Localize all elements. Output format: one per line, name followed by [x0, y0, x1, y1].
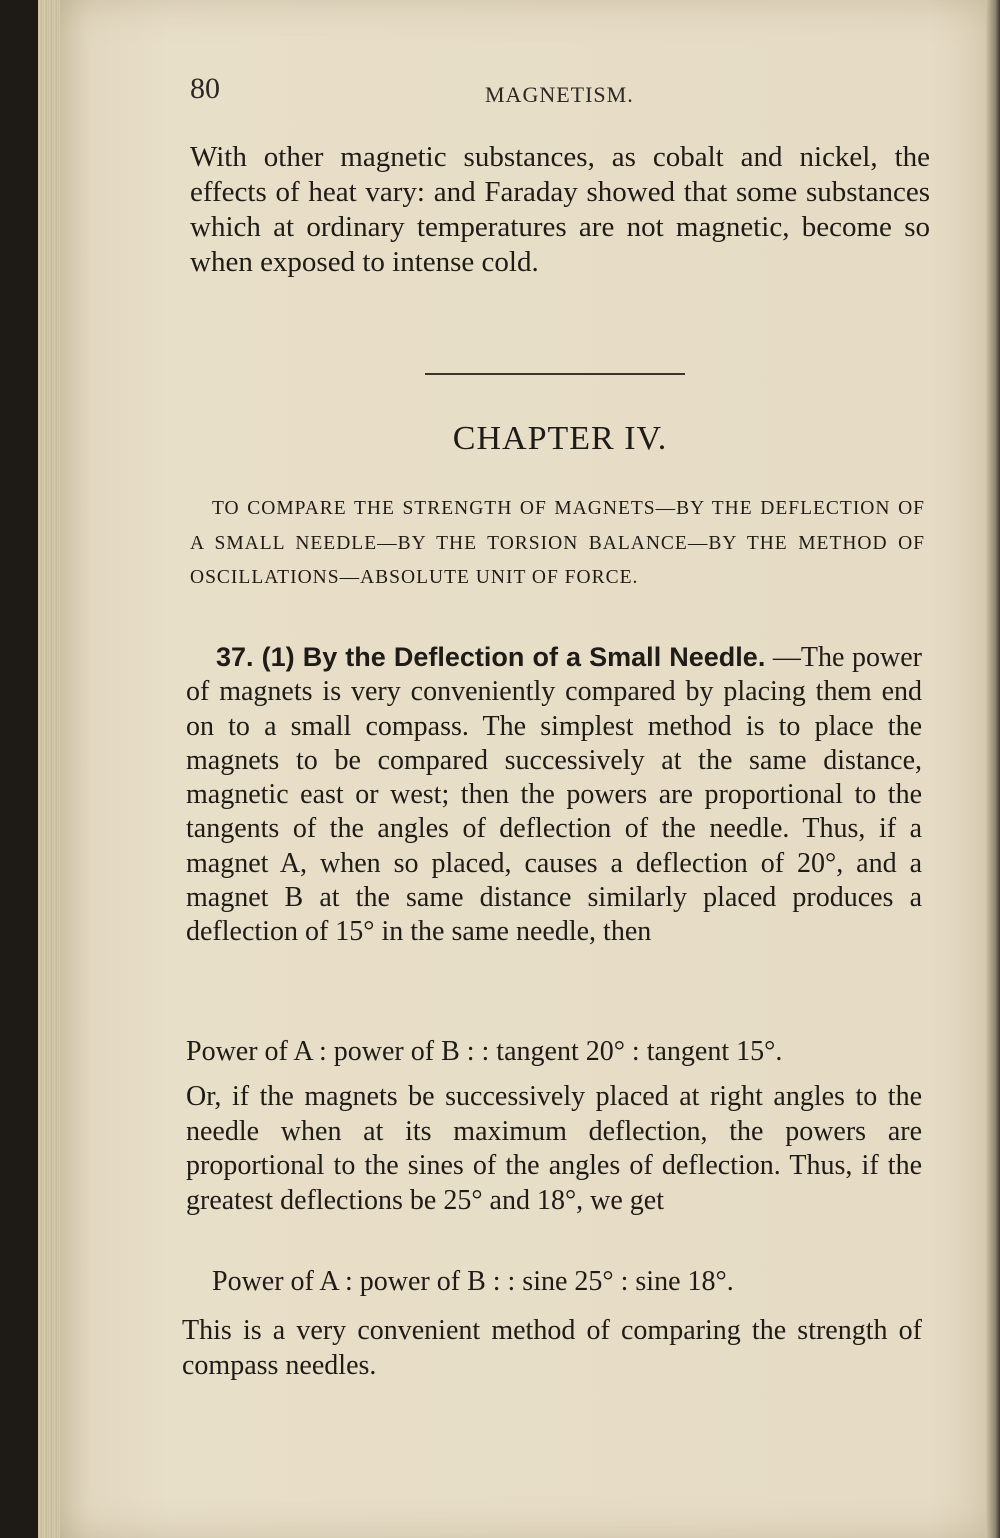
section-37-heading: 37. (1) By the Deflection of a Small Needle. — [216, 642, 766, 672]
chapter-summary — [190, 492, 925, 596]
page-number: 80 — [190, 72, 220, 105]
sine-formula: Power of A : power of B : : sine 25° : sine 18°. — [212, 1266, 734, 1297]
sine-method-paragraph: Or, if the magnets be successively placed at right angles to the needle when at its maximum deflection, the powers are proportional to the sines of the angles of deflection. Thus, if the greatest deflections be 25° and 18°, we get — [186, 1081, 922, 1216]
page-right-edge — [986, 0, 1000, 1538]
chapter-summary-text: TO COMPARE THE STRENGTH OF MAGNETS—BY THE DEFLECTION OF A SMALL NEEDLE—BY THE TORSION BALANCE—BY THE METHOD OF OSCILLATIONS—ABSOLUTE UNIT OF FORCE. — [190, 498, 925, 588]
chapter-title: CHAPTER IV. — [452, 420, 668, 457]
section-37-paragraph — [186, 640, 922, 950]
page-header — [190, 72, 930, 112]
closing-paragraph: This is a very convenient method of comparing the strength of compass needles. — [182, 1315, 922, 1381]
running-head: MAGNETISM. — [485, 82, 634, 107]
tangent-formula: Power of A : power of B : : tangent 20° : tangent 15°. — [186, 1036, 783, 1067]
book-spine-edge — [38, 0, 60, 1538]
section-37-body: —The power of magnets is very conveniently compared by placing them end on to a small compass. The simplest method is to place the magnets to be compared successively at the same distance, magnetic east or west; then the powers are proportional to the tangents of the angles of deflection of the needle. Thus, if a magnet A, when so placed, causes a deflection of 20°, and a magnet B at the same distance similarly placed produces a deflection of 15° in the same needle, then — [186, 642, 923, 948]
section-divider-rule — [425, 373, 685, 375]
paragraph-heat-effects: With other magnetic substances, as cobalt and nickel, the effects of heat vary: and Faraday showed that some substances which at ordinary temperatures are not magnetic, become so when exposed to intense cold. — [190, 141, 930, 278]
